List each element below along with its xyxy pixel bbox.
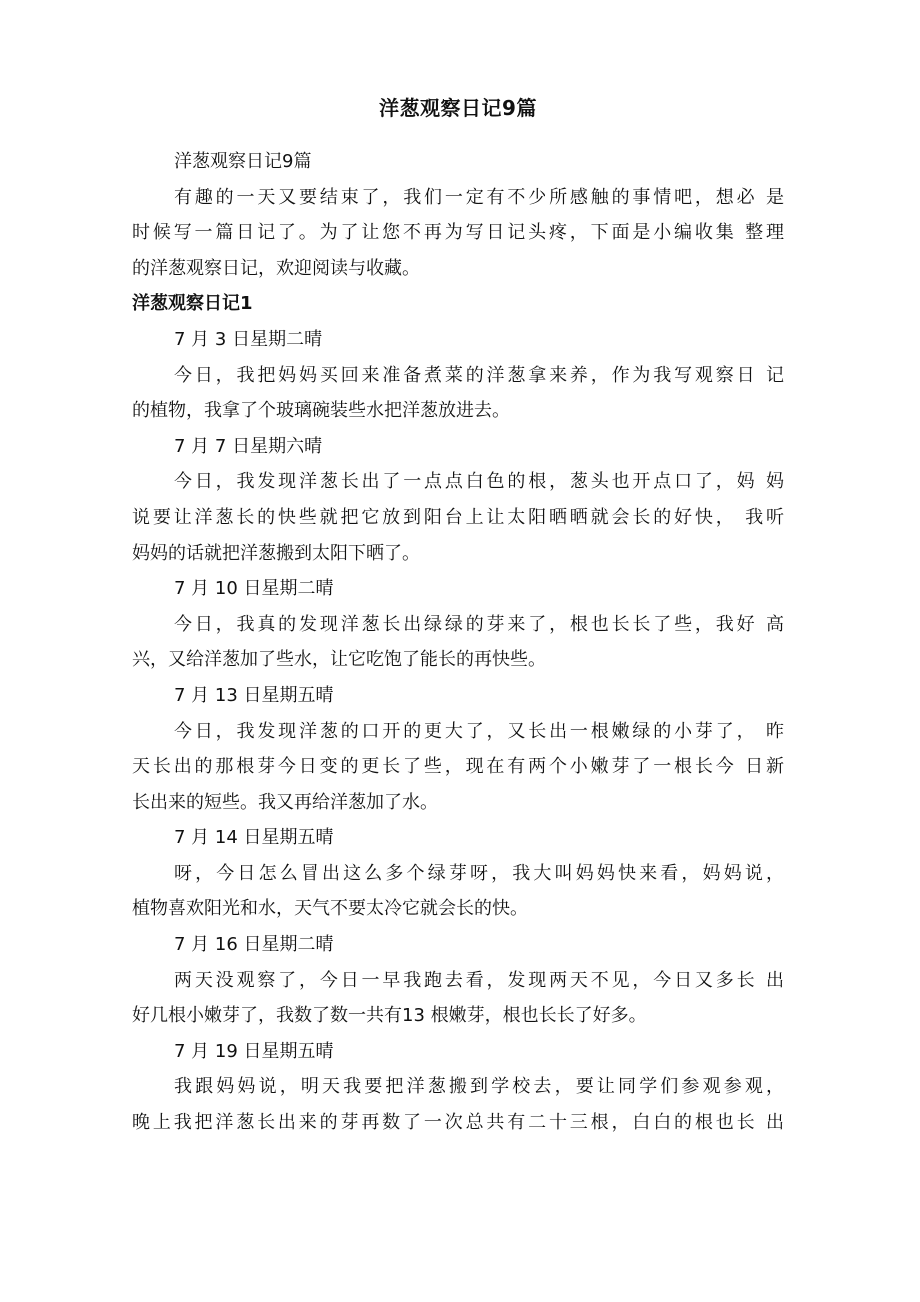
entry-line: 今日，我把妈妈买回来准备煮菜的洋葱拿来养，作为我写观察日 记: [174, 364, 784, 386]
entry-line: 今日，我发现洋葱的口开的更大了，又长出一根嫩绿的小芽了， 昨: [174, 720, 784, 742]
entry-line: 长出来的短些。我又再给洋葱加了水。: [132, 791, 438, 813]
entry-date: 7 月 10 日星期二晴: [174, 578, 334, 600]
diary-entry: [132, 429, 784, 571]
entry-date: 7 月 13 日星期五晴: [174, 684, 334, 706]
entry-line: 好几根小嫩芽了，我数了数一共有13 根嫩芽，根也长长了好多。: [132, 1005, 647, 1027]
entry-line: 我跟妈妈说，明天我要把洋葱搬到学校去，要让同学们参观参观，: [174, 1076, 784, 1098]
entry-date: 7 月 7 日星期六晴: [174, 435, 323, 457]
document-page: [132, 90, 784, 1141]
document-subtitle: 洋葱观察日记9篇: [174, 151, 312, 172]
intro-line: 有趣的一天又要结束了，我们一定有不少所感触的事情吧，想必 是: [174, 186, 784, 208]
diary-entry: [132, 1034, 784, 1141]
entry-date: 7 月 19 日星期五晴: [174, 1040, 334, 1062]
section-heading: 洋葱观察日记1: [132, 293, 253, 315]
diary-entry: [132, 820, 784, 927]
diary-entry: [132, 678, 784, 820]
diary-entry: [132, 927, 784, 1034]
document-title: 洋葱观察日记9篇: [379, 96, 537, 120]
entry-line: 说要让洋葱长的快些就把它放到阳台上让太阳晒晒就会长的好快， 我听: [132, 506, 784, 528]
diary-entry: [132, 571, 784, 678]
intro-line: 时候写一篇日记了。为了让您不再为写日记头疼，下面是小编收集 整理: [132, 222, 784, 244]
entry-date: 7 月 16 日星期二晴: [174, 934, 334, 956]
intro-line: 的洋葱观察日记，欢迎阅读与收藏。: [132, 257, 420, 279]
entry-line: 今日，我真的发现洋葱长出绿绿的芽来了，根也长长了些，我好 高: [174, 613, 784, 635]
entry-line: 今日，我发现洋葱长出了一点点白色的根，葱头也开点口了，妈 妈: [174, 471, 784, 493]
entry-date: 7 月 14 日星期五晴: [174, 827, 334, 849]
entry-line: 的植物，我拿了个玻璃碗装些水把洋葱放进去。: [132, 400, 510, 422]
entry-line: 呀，今日怎么冒出这么多个绿芽呀，我大叫妈妈快来看，妈妈说，: [174, 862, 784, 884]
entry-line: 妈妈的话就把洋葱搬到太阳下晒了。: [132, 542, 420, 564]
entry-line: 兴，又给洋葱加了些水，让它吃饱了能长的再快些。: [132, 649, 546, 671]
entry-line: 两天没观察了，今日一早我跑去看，发现两天不见，今日又多长 出: [174, 969, 784, 991]
diary-entry: [132, 322, 784, 429]
entry-line: 晚上我把洋葱长出来的芽再数了一次总共有二十三根，白白的根也长 出: [132, 1112, 784, 1134]
entry-line: 植物喜欢阳光和水，天气不要太冷它就会长的快。: [132, 898, 528, 920]
entry-date: 7 月 3 日星期二晴: [174, 328, 323, 350]
entry-line: 天长出的那根芽今日变的更长了些，现在有两个小嫩芽了一根长今 日新: [132, 756, 784, 778]
intro-paragraph: [132, 180, 784, 287]
